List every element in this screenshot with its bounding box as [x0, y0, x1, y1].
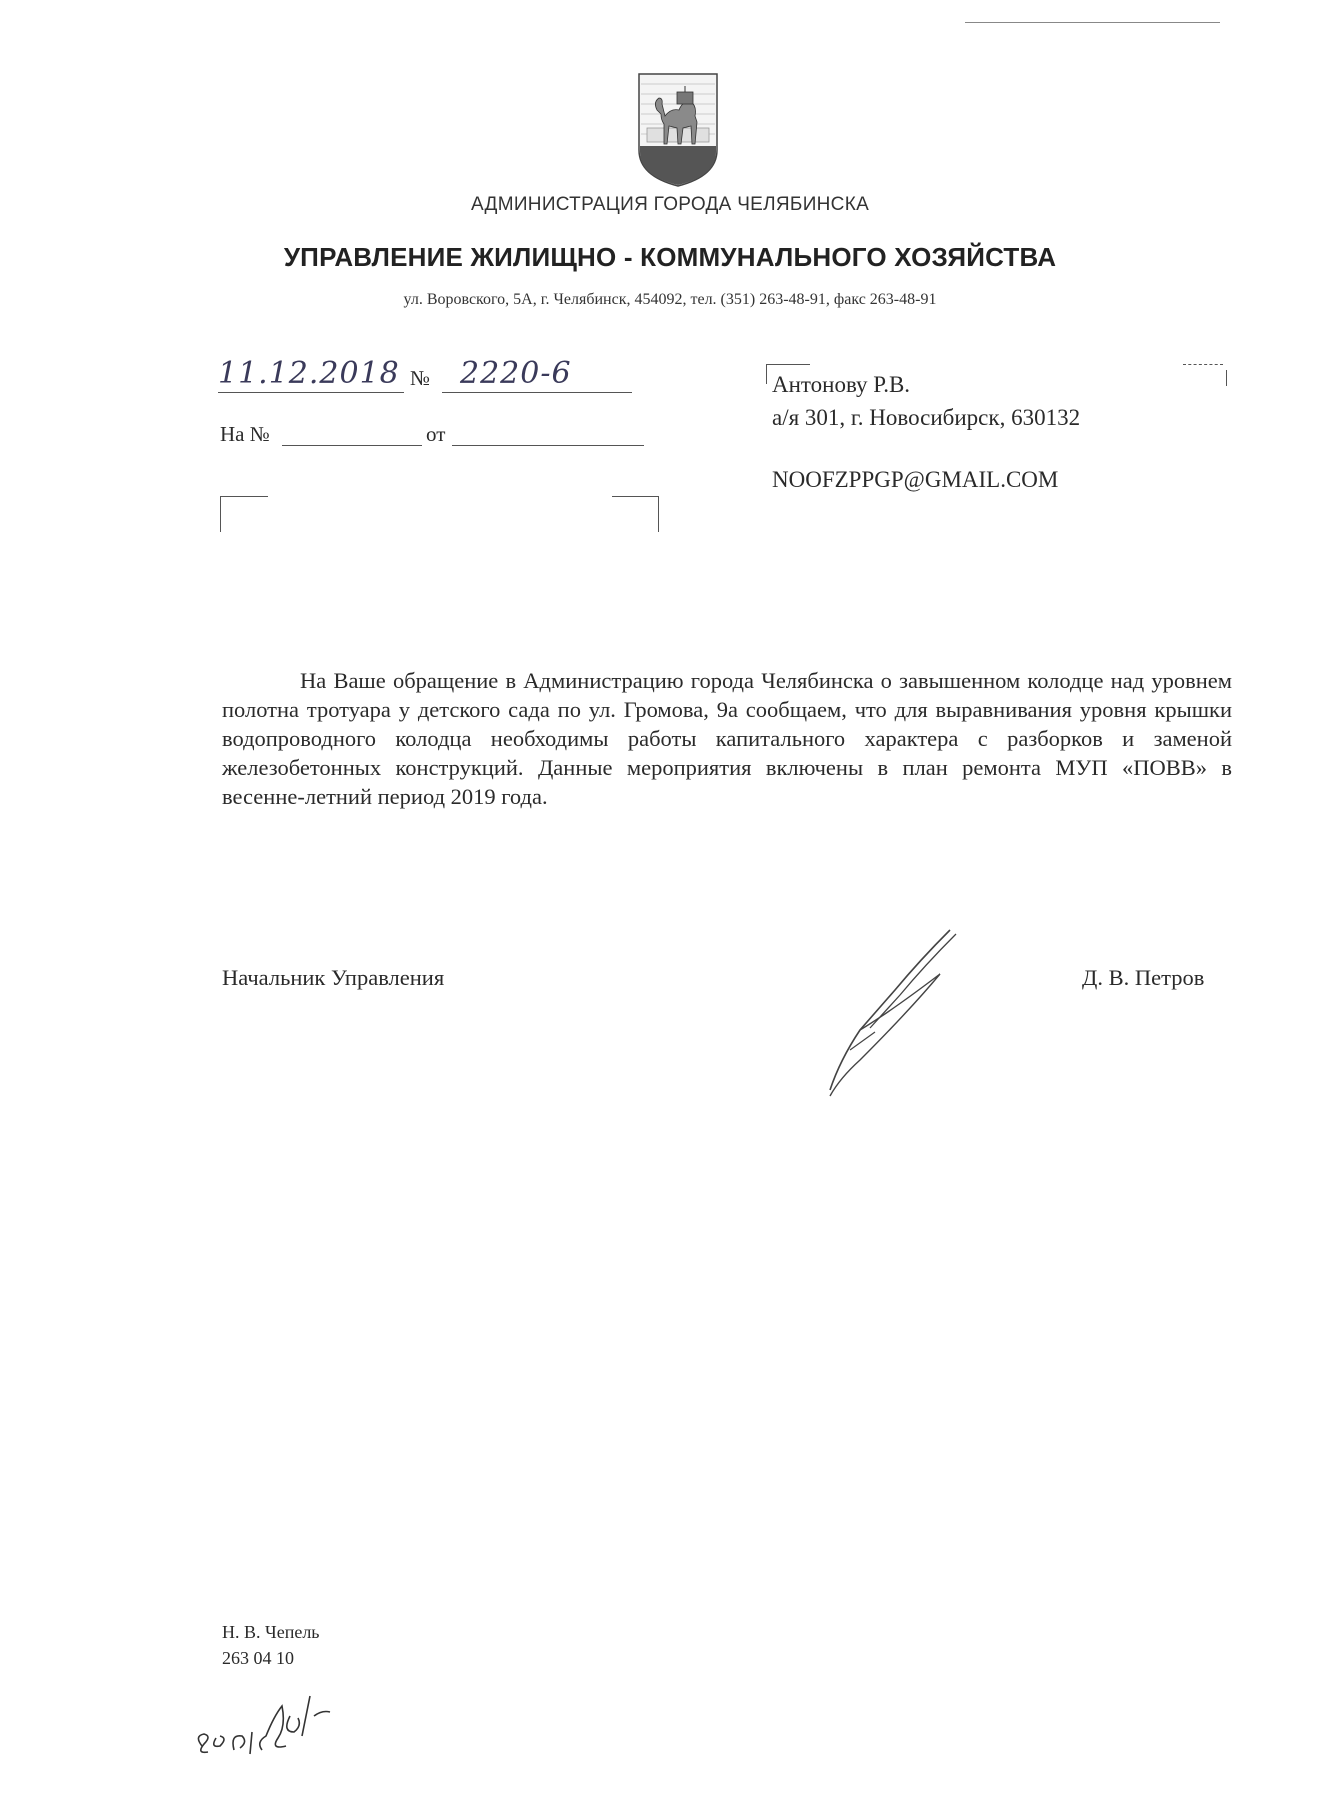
date-underline — [218, 392, 404, 393]
recipient-bracket-vertical — [766, 364, 767, 384]
department-address: ул. Воровского, 5А, г. Челябинск, 454092, тел. (351) 263-48-91, факс 263-48-91 — [403, 291, 937, 308]
recipient-name: Антонову Р.В. — [772, 372, 911, 397]
registration-date: 11.12.2018 — [218, 356, 400, 391]
bracket-left-vertical — [220, 496, 221, 532]
signatory-name: Д. В. Петров — [1082, 965, 1205, 990]
reply-date-underline — [452, 445, 644, 446]
recipient-email: NOOFZPPGP@GMAIL.COM — [772, 467, 1059, 492]
bracket-right-vertical — [658, 496, 659, 532]
bracket-top-left — [220, 496, 268, 497]
recipient-bracket-top — [766, 364, 810, 365]
registration-number: 2220-6 — [460, 356, 572, 391]
administration-title: АДМИНИСТРАЦИЯ ГОРОДА ЧЕЛЯБИНСКА — [470, 194, 870, 215]
recipient-bracket-right-vertical — [1226, 370, 1227, 386]
body-paragraph: На Ваше обращение в Администрацию города Челябинска о завышенном колодце над уровнем полотна тротуара у детского сада по ул. Громова, 9а сообщаем, что для выравнивания уровня крышки водопроводного колодца необходимы работы капитального характера с разборков и заменой железобетонных конструкций. Данные мероприятия включены в план ремонта МУП «ПОВВ» в весенне-летний период 2019 года. — [222, 668, 1232, 809]
chelyabinsk-coat-of-arms-icon — [637, 72, 719, 188]
signatory-position: Начальник Управления — [222, 965, 445, 990]
recipient-bracket-top-right — [1183, 364, 1223, 365]
from-label: от — [426, 422, 446, 446]
department-title: УПРАВЛЕНИЕ ЖИЛИЩНО - КОММУНАЛЬНОГО ХОЗЯЙСТВА — [283, 242, 1057, 272]
handwritten-signature-icon — [800, 920, 970, 1100]
recipient-address: а/я 301, г. Новосибирск, 630132 — [772, 405, 1081, 430]
number-underline — [442, 392, 632, 393]
reply-label: На № — [220, 422, 270, 446]
bracket-top-right — [612, 496, 658, 497]
number-label: № — [410, 366, 431, 390]
executor-phone: 263 04 10 — [222, 1648, 294, 1668]
top-right-rule — [965, 22, 1220, 23]
reply-number-underline — [282, 445, 422, 446]
executor-name: Н. В. Чепель — [222, 1622, 320, 1642]
handwritten-note-icon — [190, 1676, 370, 1766]
